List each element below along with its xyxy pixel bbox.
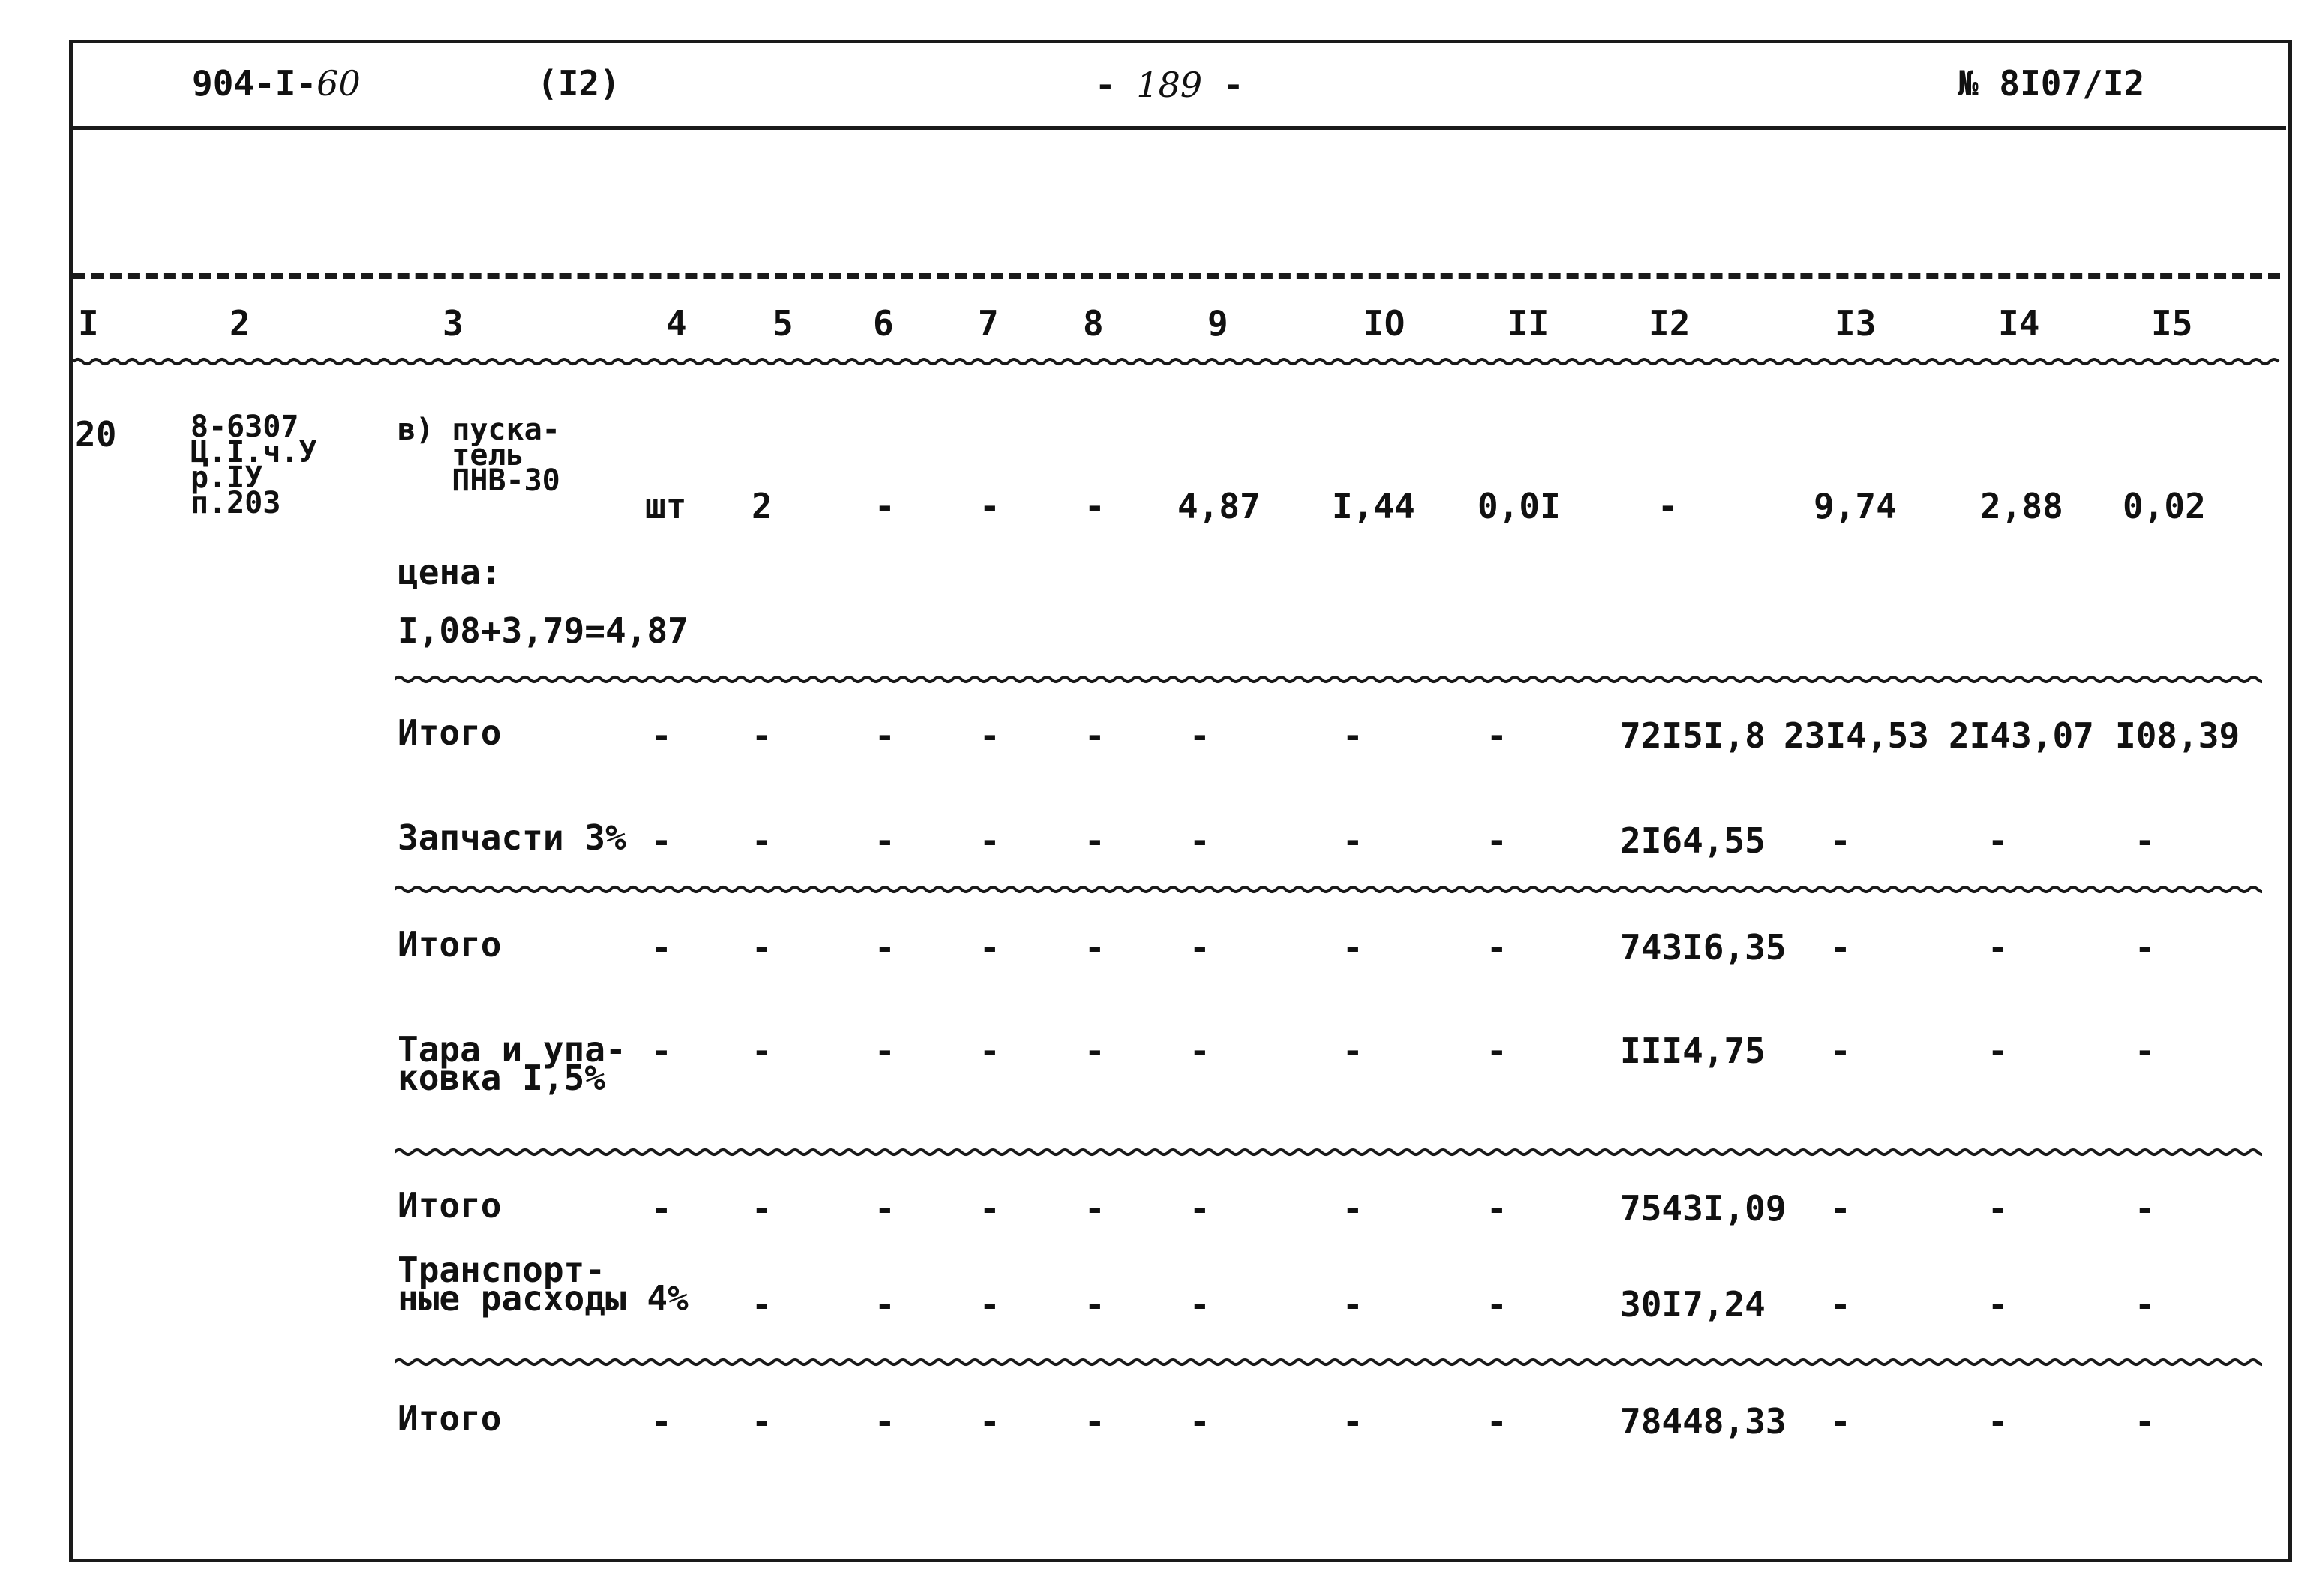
row-col7-dash: - [980,1030,1000,1071]
col-header-3: 3 [442,303,464,344]
row-col11-dash: - [1486,1188,1508,1228]
row-col5-dash: - [752,1284,772,1324]
row-col9-dash: - [1190,927,1210,968]
row-col9-dash: - [1190,1030,1210,1071]
row-label: Тара и упа- ковка I,5% [398,1029,626,1098]
row-col11-dash: - [1486,716,1508,756]
item-unit: шт [645,486,687,526]
document-code [192,63,361,104]
row-c13-value: 23I4,53 [1784,716,1929,756]
row-col10-dash: - [1342,1188,1364,1228]
row-label: Итого [398,924,502,964]
row-col6-dash: - [874,820,896,861]
row-c12-value: 30I7,24 [1620,1284,1766,1324]
row-col8-dash: - [1084,820,1106,861]
row-c14-value: - [1988,1401,2008,1442]
page-number-prefix: - [1095,64,1137,105]
row-c12-value: 2I64,55 [1620,820,1766,861]
row-col7-dash: - [980,820,1000,861]
row-c14-value: - [1988,927,2008,968]
row-col9-dash: - [1190,1284,1210,1324]
part-number: (I2) [537,63,620,104]
row-col10-dash: - [1342,1284,1364,1324]
row-col7-dash: - [980,927,1000,968]
document-code-handwritten: 60 [316,63,361,104]
document-number: № 8I07/I2 [1958,63,2145,104]
row-label: Итого [398,1185,502,1226]
row-col4-dash: - [651,927,672,968]
item-price-formula: I,08+3,79=4,87 [398,610,688,651]
row-c13-value: - [1830,1401,1851,1442]
row-c13-value: - [1830,820,1851,861]
row-col11-dash: - [1486,927,1508,968]
row-c14-value: - [1988,1284,2008,1324]
item-col6: - [874,486,896,526]
col-header-5: 5 [772,303,794,344]
row-col8-dash: - [1084,1030,1106,1071]
row-c15-value: - [2134,1401,2156,1442]
document-code-text: 904-I- [192,63,317,104]
row-col5-dash: - [752,1030,772,1071]
row-col5-dash: - [752,820,772,861]
row-col7-dash: - [980,716,1000,756]
item-reference: 8-6307 Ц.I.ч.У р.IУ п.203 [190,410,317,520]
row-label: Транспорт- ные расходы 4% [398,1250,688,1318]
row-col6-dash: - [874,716,896,756]
row-col6-dash: - [874,1401,896,1442]
col-header-2: 2 [230,303,250,344]
item-number: 20 [75,414,117,454]
row-col11-dash: - [1486,820,1508,861]
page-number-suffix: - [1202,64,1244,105]
row-col4-dash: - [651,1401,672,1442]
item-name: в) пуска- тель ПНВ-30 [398,412,560,498]
row-separator [394,1146,2262,1158]
row-col6-dash: - [874,1030,896,1071]
row-c15-value: - [2134,820,2156,861]
row-c13-value: - [1830,927,1851,968]
row-c14-value: - [1988,820,2008,861]
row-col5-dash: - [752,1401,772,1442]
row-col7-dash: - [980,1401,1000,1442]
row-col11-dash: - [1486,1284,1508,1324]
row-c15-value: - [2134,1188,2156,1228]
row-c15-value: - [2134,1284,2156,1324]
row-label: Запчасти 3% [398,818,626,858]
row-col10-dash: - [1342,1030,1364,1071]
row-col10-dash: - [1342,927,1364,968]
row-col10-dash: - [1342,716,1364,756]
row-col8-dash: - [1084,1284,1106,1324]
row-separator [394,1356,2262,1368]
row-c12-value: III4,75 [1620,1030,1766,1071]
page-number [1095,64,1244,105]
col-header-8: 8 [1083,303,1104,344]
row-label: Итого [398,712,502,753]
header-divider [69,126,2286,130]
row-c14-value: - [1988,1030,2008,1071]
item-col13: 9,74 [1814,486,1897,526]
col-header-7: 7 [978,303,999,344]
row-c12-value: 72I5I,8 [1620,716,1766,756]
page-number-handwritten: 189 [1136,64,1203,105]
row-col8-dash: - [1084,927,1106,968]
row-col4-dash: - [651,1188,672,1228]
row-col5-dash: - [752,1188,772,1228]
row-col8-dash: - [1084,716,1106,756]
item-col7: - [980,486,1000,526]
item-col9: 4,87 [1178,486,1261,526]
col-header-1: I [78,303,99,344]
item-col10: I,44 [1332,486,1415,526]
row-col11-dash: - [1486,1030,1508,1071]
row-col11-dash: - [1486,1401,1508,1442]
row-c12-value: 7543I,09 [1620,1188,1786,1228]
column-header-top-rule [74,273,2280,279]
row-col10-dash: - [1342,820,1364,861]
row-separator [394,884,2262,896]
row-c14-value: - [1988,1188,2008,1228]
row-col9-dash: - [1190,1401,1210,1442]
row-col5-dash: - [752,927,772,968]
row-col9-dash: - [1190,1188,1210,1228]
row-col9-dash: - [1190,716,1210,756]
row-label: Итого [398,1398,502,1438]
row-col7-dash: - [980,1284,1000,1324]
col-header-11: II [1508,303,1550,344]
col-header-6: 6 [873,303,894,344]
row-c15-value: - [2134,927,2156,968]
row-c15-value: I08,39 [2115,716,2240,756]
row-c15-value: - [2134,1030,2156,1071]
row-col6-dash: - [874,1188,896,1228]
row-col6-dash: - [874,1284,896,1324]
row-col9-dash: - [1190,820,1210,861]
col-header-9: 9 [1208,303,1228,344]
row-c12-value: 743I6,35 [1620,927,1786,968]
row-col4-dash: - [651,820,672,861]
row-col10-dash: - [1342,1401,1364,1442]
row-col8-dash: - [1084,1401,1106,1442]
item-qty: 2 [752,486,772,526]
col-header-14: I4 [1998,303,2040,344]
row-col5-dash: - [752,716,772,756]
row-c13-value: - [1830,1188,1851,1228]
item-col11: 0,0I [1478,486,1561,526]
column-header-bottom-rule [74,356,2282,368]
row-col4-dash: - [651,716,672,756]
item-price-label: цена: [398,552,502,592]
col-header-4: 4 [666,303,687,344]
item-col8: - [1084,486,1106,526]
row-c14-value: 2I43,07 [1948,716,2094,756]
item-col12: - [1658,486,1678,526]
row-c12-value: 78448,33 [1620,1401,1786,1442]
row-c13-value: - [1830,1284,1851,1324]
col-header-10: IO [1364,303,1406,344]
item-col15: 0,02 [2122,486,2206,526]
col-header-15: I5 [2151,303,2193,344]
row-col7-dash: - [980,1188,1000,1228]
page-frame [69,40,2292,1562]
row-col4-dash: - [651,1030,672,1071]
row-col8-dash: - [1084,1188,1106,1228]
row-separator [394,674,2262,686]
row-c13-value: - [1830,1030,1851,1071]
row-col6-dash: - [874,927,896,968]
item-col14: 2,88 [1980,486,2063,526]
col-header-13: I3 [1834,303,1876,344]
col-header-12: I2 [1648,303,1690,344]
